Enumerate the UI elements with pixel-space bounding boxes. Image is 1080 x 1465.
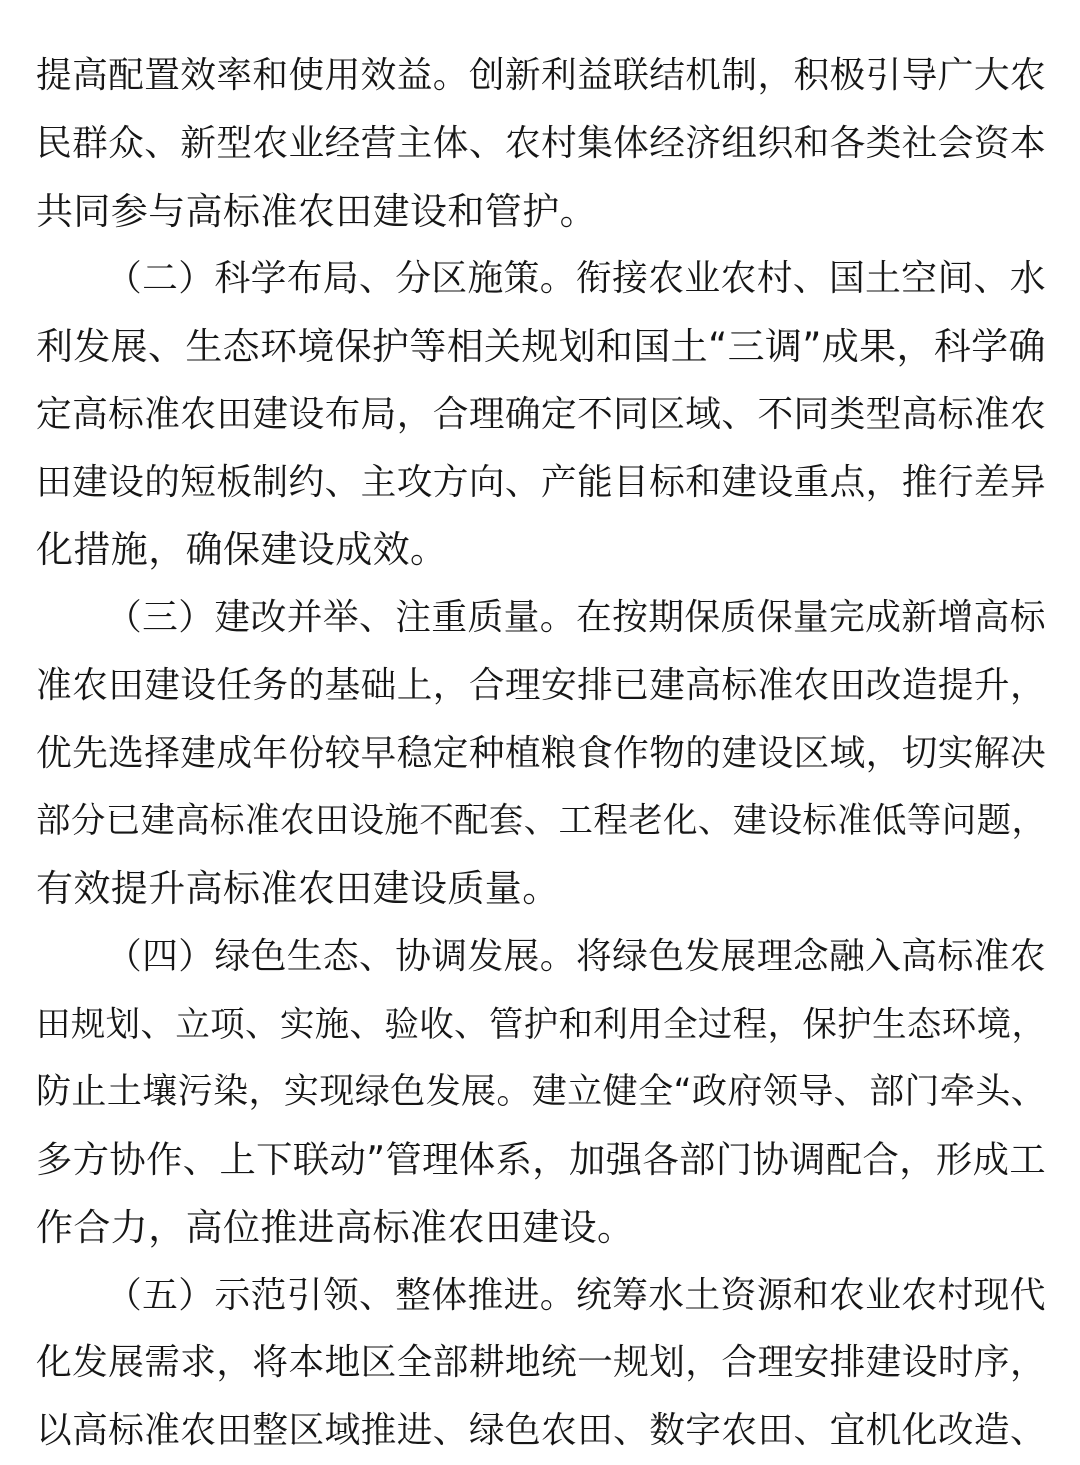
text-line-content: 共同参与高标准农田建设和管护。 — [36, 190, 597, 233]
text-line-content: 提高配置效率和使用效益。创新利益联结机制，积极引导广大农 — [36, 55, 1047, 96]
text-line — [0, 787, 1080, 855]
text-line — [0, 991, 1080, 1059]
text-line-content: 化发展需求，将本地区全部耕地统一规划，合理安排建设时序， — [36, 1342, 1047, 1383]
text-line — [0, 1329, 1080, 1397]
text-line-content: （三）建改并举、注重质量。在按期保质保量完成新增高标 — [106, 597, 1046, 638]
text-line — [0, 516, 1080, 584]
text-line — [0, 381, 1080, 449]
paragraph-heading — [0, 245, 1080, 313]
text-line — [0, 449, 1080, 517]
text-line-content: 作合力，高位推进高标准农田建设。 — [36, 1206, 635, 1249]
text-line-content: 优先选择建成年份较早稳定种植粮食作物的建设区域，切实解决 — [36, 733, 1047, 774]
text-line — [0, 178, 1080, 246]
text-line-content: 定高标准农田建设布局，合理确定不同区域、不同类型高标准农 — [36, 394, 1047, 435]
text-line-content: 化措施，确保建设成效。 — [36, 528, 448, 571]
text-line — [0, 1126, 1080, 1194]
text-line-content: （五）示范引领、整体推进。统筹水土资源和农业农村现代 — [106, 1275, 1046, 1316]
text-line — [0, 42, 1080, 110]
text-line-content: 多方协作、上下联动”管理体系，加强各部门协调配合，形成工 — [36, 1138, 1047, 1181]
text-line — [0, 1397, 1080, 1465]
text-line-content: 田规划、立项、实施、验收、管护和利用全过程，保护生态环境， — [36, 1005, 1047, 1045]
text-line-content: 利发展、生态环境保护等相关规划和国土“三调”成果，科学确 — [36, 325, 1046, 368]
text-line-content: 有效提升高标准农田建设质量。 — [36, 867, 560, 910]
text-line-content: 田建设的短板制约、主攻方向、产能目标和建设重点，推行差异 — [36, 462, 1047, 503]
text-line-content: 准农田建设任务的基础上，合理安排已建高标准农田改造提升， — [36, 665, 1047, 706]
text-line-content: 以高标准农田整区域推进、绿色农田、数字农田、宜机化改造、 — [36, 1410, 1047, 1451]
text-line — [0, 652, 1080, 720]
text-line — [0, 1194, 1080, 1262]
paragraph-heading — [0, 923, 1080, 991]
text-line — [0, 855, 1080, 923]
text-line — [0, 720, 1080, 788]
text-line — [0, 110, 1080, 178]
paragraph-heading — [0, 584, 1080, 652]
paragraph-heading — [0, 1262, 1080, 1330]
text-line — [0, 1058, 1080, 1126]
text-line-content: 部分已建高标准农田设施不配套、工程老化、建设标准低等问题， — [36, 801, 1047, 841]
text-line-content: （二）科学布局、分区施策。衔接农业农村、国土空间、水 — [106, 258, 1046, 299]
text-line-content: （四）绿色生态、协调发展。将绿色发展理念融入高标准农 — [106, 936, 1046, 977]
text-line — [0, 313, 1080, 381]
text-line-content: 防止土壤污染，实现绿色发展。建立健全“政府领导、部门牵头、 — [36, 1071, 1047, 1112]
text-line-content: 民群众、新型农业经营主体、农村集体经济组织和各类社会资本 — [36, 123, 1047, 164]
